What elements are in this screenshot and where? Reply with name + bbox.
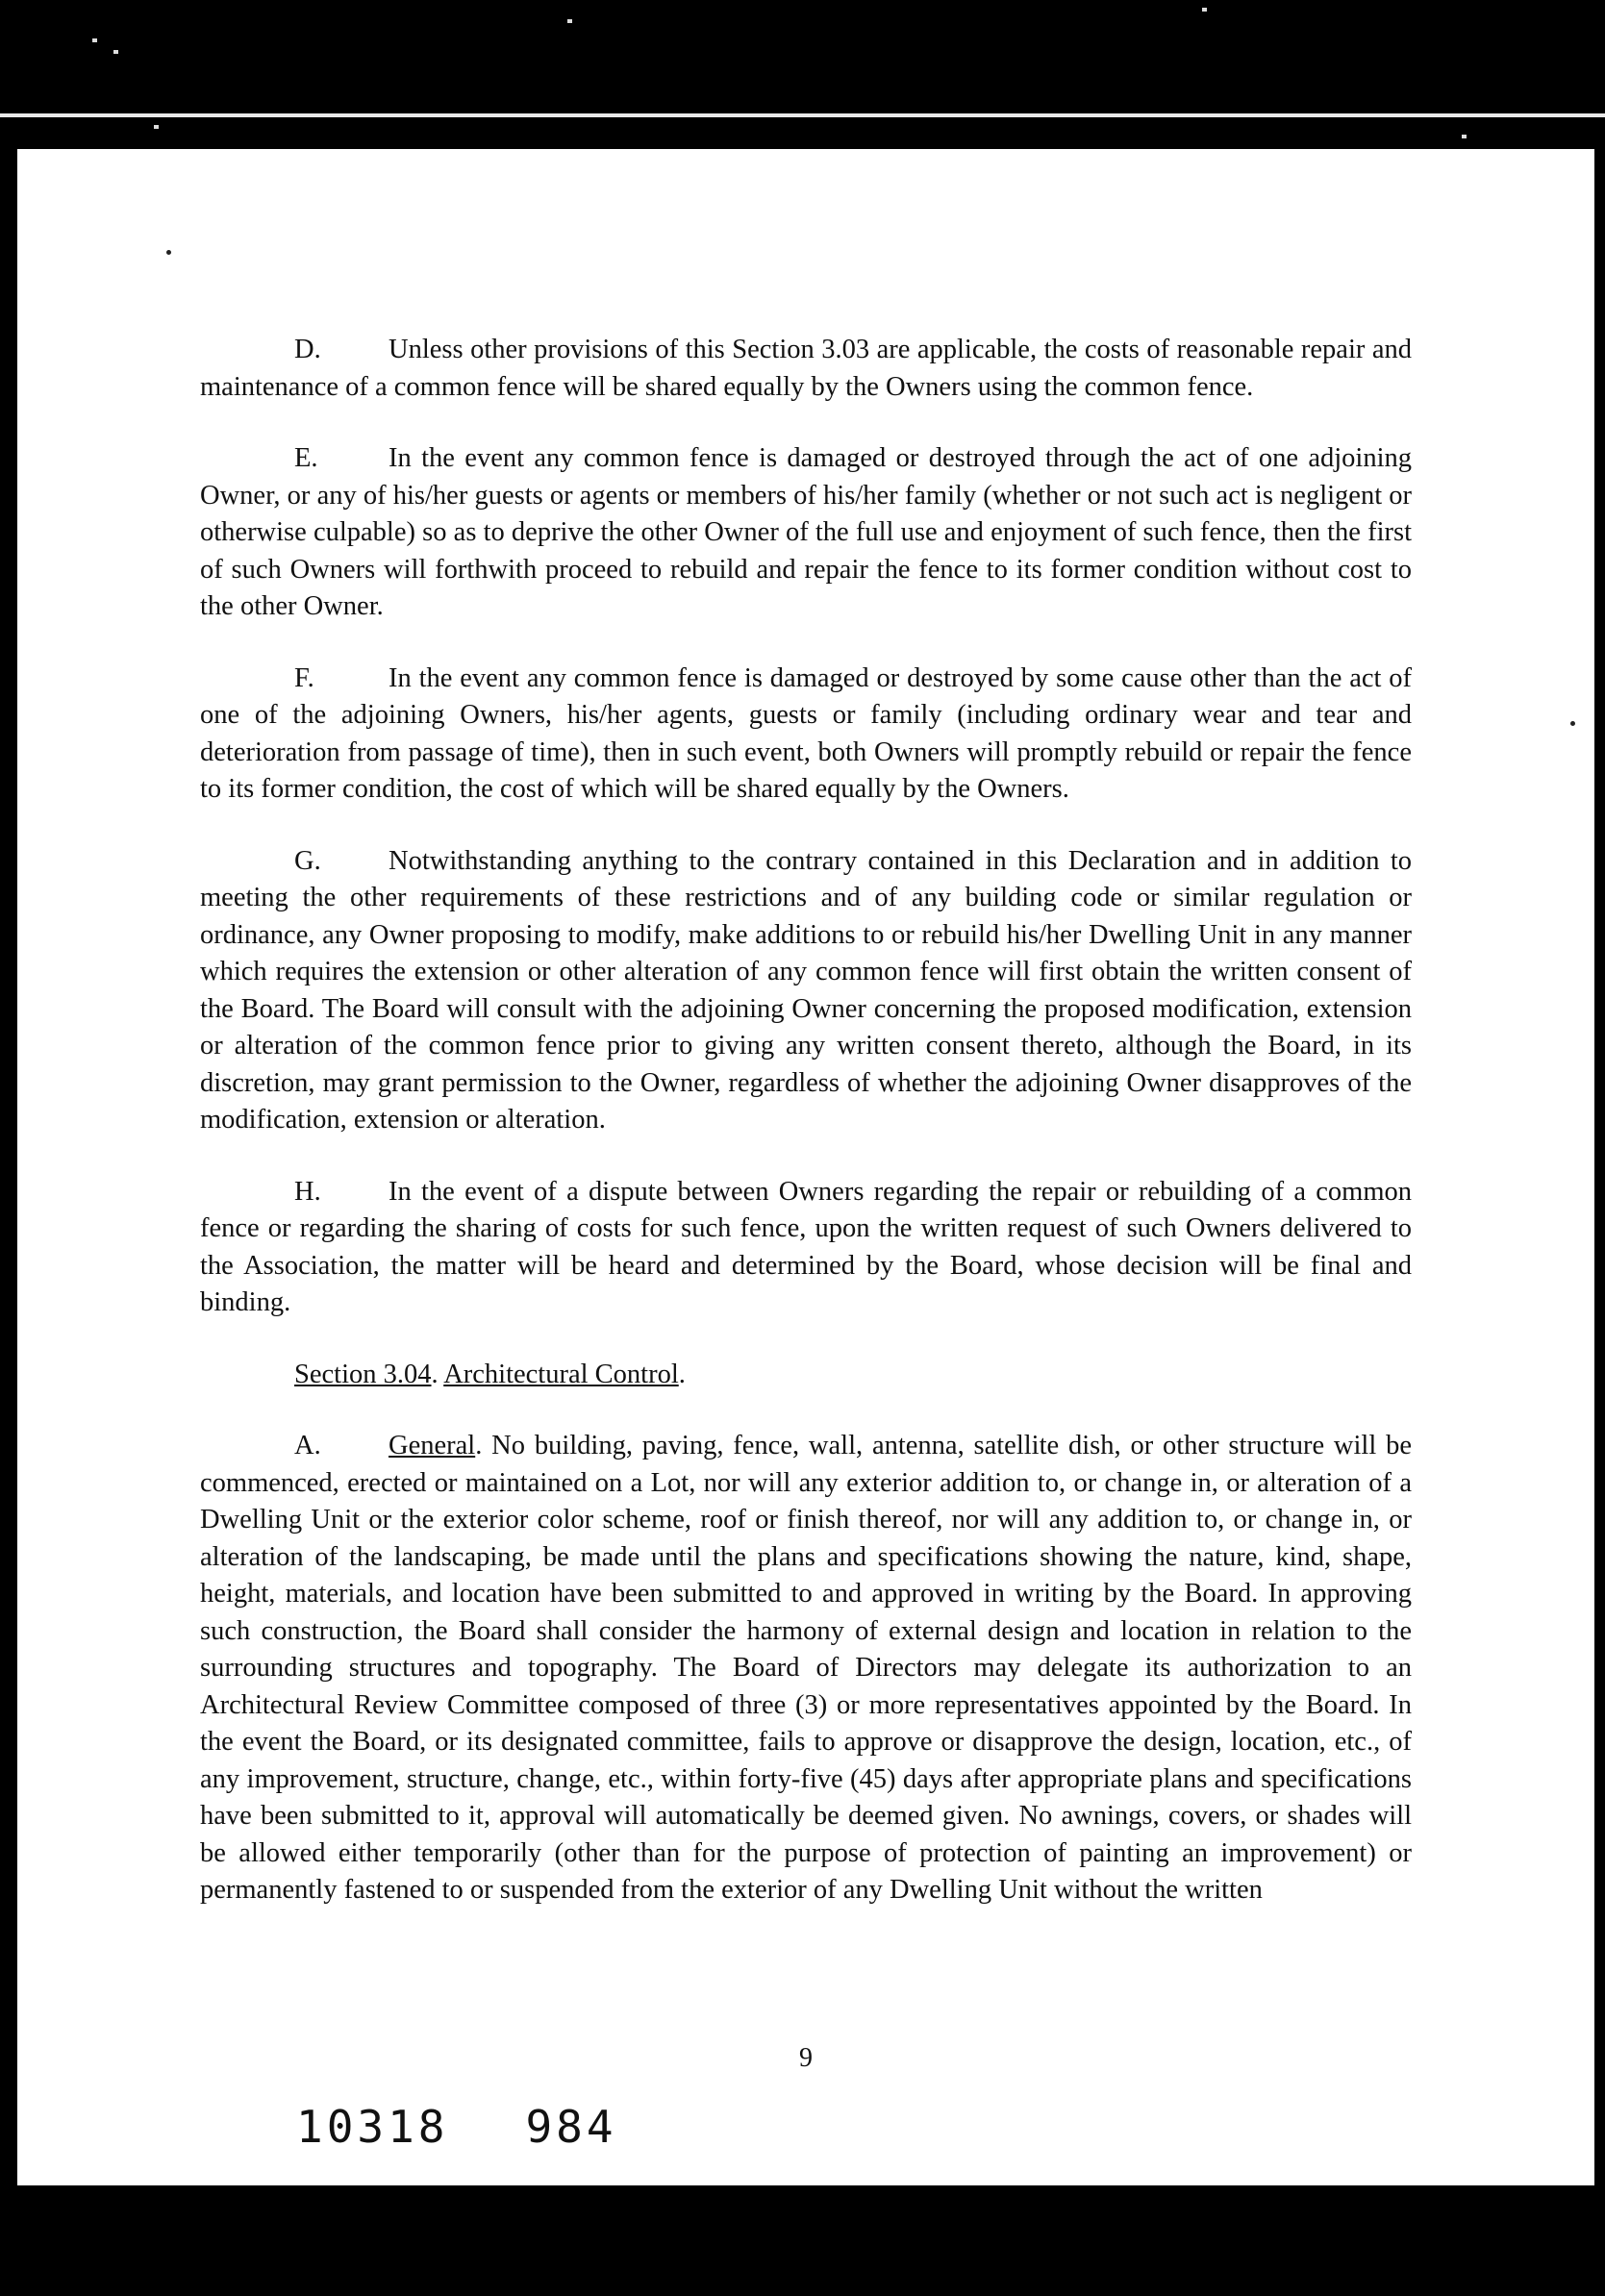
paragraph-text: In the event any common fence is damaged or destroyed by some cause other than the act of one of the adjoining Owners, his/her agents, guests or family (including ordinary wear and tear and deterioration from passage of time), then in such event, both Owners will promptly rebuild or repair the fence to its former condition, the cost of which will be shared equally by the Owners. [200, 662, 1412, 804]
paragraph-e [200, 440, 1412, 626]
scan-speck [92, 38, 97, 42]
paragraph-label: E. [294, 443, 318, 473]
paragraph-d [200, 332, 1412, 406]
scan-dot [166, 250, 171, 255]
scan-speck [1462, 135, 1467, 138]
section-separator: . [431, 1359, 444, 1389]
subsection-heading: General [389, 1431, 476, 1460]
document-id-stamp [296, 2101, 694, 2153]
paragraph-label: H. [294, 1176, 321, 1207]
paragraph-h [200, 1174, 1412, 1322]
subsection-heading-end: . [475, 1431, 483, 1460]
paragraph-label: D. [294, 335, 321, 364]
section-heading [294, 1357, 1412, 1394]
paragraph-text: In the event of a dispute between Owners regarding the repair or rebuilding of a common fence or regarding the sharing of costs for such fence, upon the written request of such Owners delivered to the Association, the matter will be heard and determined by the Board, whose decision will be final and binding. [200, 1176, 1412, 1317]
volume-number: 10318 [296, 2101, 449, 2153]
paragraph-text: No building, paving, fence, wall, antenna, satellite dish, or other structure will be commenced, erected or maintained on a Lot, nor will any exterior addition to, or change in, or alteration of a Dwelling Unit or the exterior color scheme, roof or finish thereof, nor will any addition to, or change in, or alteration of the landscaping, be made until the plans and specifications showing the nature, kind, shape, height, materials, and location have been submitted to and approved in writing by the Board. In approving such construction, the Board shall consider the harmony of external design and location in relation to the surrounding structures and topography. The Board of Directors may delegate its authorization to an Architectural Review Committee composed of three (3) or more representatives appointed by the Board. In the event the Board, or its designated committee, fails to approve or disapprove the design, location, etc., of any improvement, structure, change, etc., within forty-five (45) days after appropriate plans and specifications have been submitted to it, approval will automatically be deemed given. No awnings, covers, or shades will be allowed either temporarily (other than for the purpose of protection of painting an improvement) or permanently fastened to or suspended from the exterior of any Dwelling Unit without the written [200, 1431, 1412, 1905]
paragraph-f [200, 661, 1412, 809]
scan-speck [1202, 8, 1207, 12]
volume-page-number: 984 [525, 2101, 617, 2153]
paragraph-label: A. [294, 1431, 321, 1460]
scan-speck [154, 125, 159, 129]
paragraph-text: Notwithstanding anything to the contrary contained in this Declaration and in addition to meeting the other requirements of these restrictions and of any building code or similar regulation or ordinance, any Owner proposing to modify, make additions to or rebuild his/her Dwelling Unit in any manner which requires the extension or other alteration of any common fence will first obtain the written consent of the Board. The Board will consult with the adjoining Owner concerning the proposed modification, extension or alteration of the common fence prior to giving any written consent thereto, although the Board, in its discretion, may grant permission to the Owner, regardless of whether the adjoining Owner disapproves of the modification, extension or alteration. [200, 845, 1412, 1135]
document-page [17, 149, 1594, 2185]
section-title: Architectural Control [443, 1359, 679, 1389]
paragraph-g [200, 843, 1412, 1139]
document-body [200, 332, 1412, 1944]
page-number: 9 [799, 2043, 813, 2073]
scan-speck [113, 50, 118, 54]
scan-speck [567, 19, 572, 23]
paragraph-general [200, 1428, 1412, 1909]
scan-border-top [0, 0, 1605, 149]
section-end: . [678, 1359, 686, 1389]
paragraph-text: Unless other provisions of this Section 3.03 are applicable, the costs of reasonable repair and maintenance of a common fence will be shared equally by the Owners using the common fence. [200, 335, 1412, 402]
scan-dot [1570, 721, 1575, 726]
paragraph-label: G. [294, 845, 321, 876]
paragraph-text: In the event any common fence is damaged or destroyed through the act of one adjoining Owner, or any of his/her guests or agents or members of his/her family (whether or not such act is negligent or otherwise culpable) so as to deprive the other Owner of the full use and enjoyment of such fence, then the first of such Owners will forthwith proceed to rebuild and repair the fence to its former condition without cost to the other Owner. [200, 443, 1412, 621]
scan-edge-line [0, 113, 1605, 117]
paragraph-label: F. [294, 662, 314, 693]
section-number: Section 3.04 [294, 1359, 432, 1389]
